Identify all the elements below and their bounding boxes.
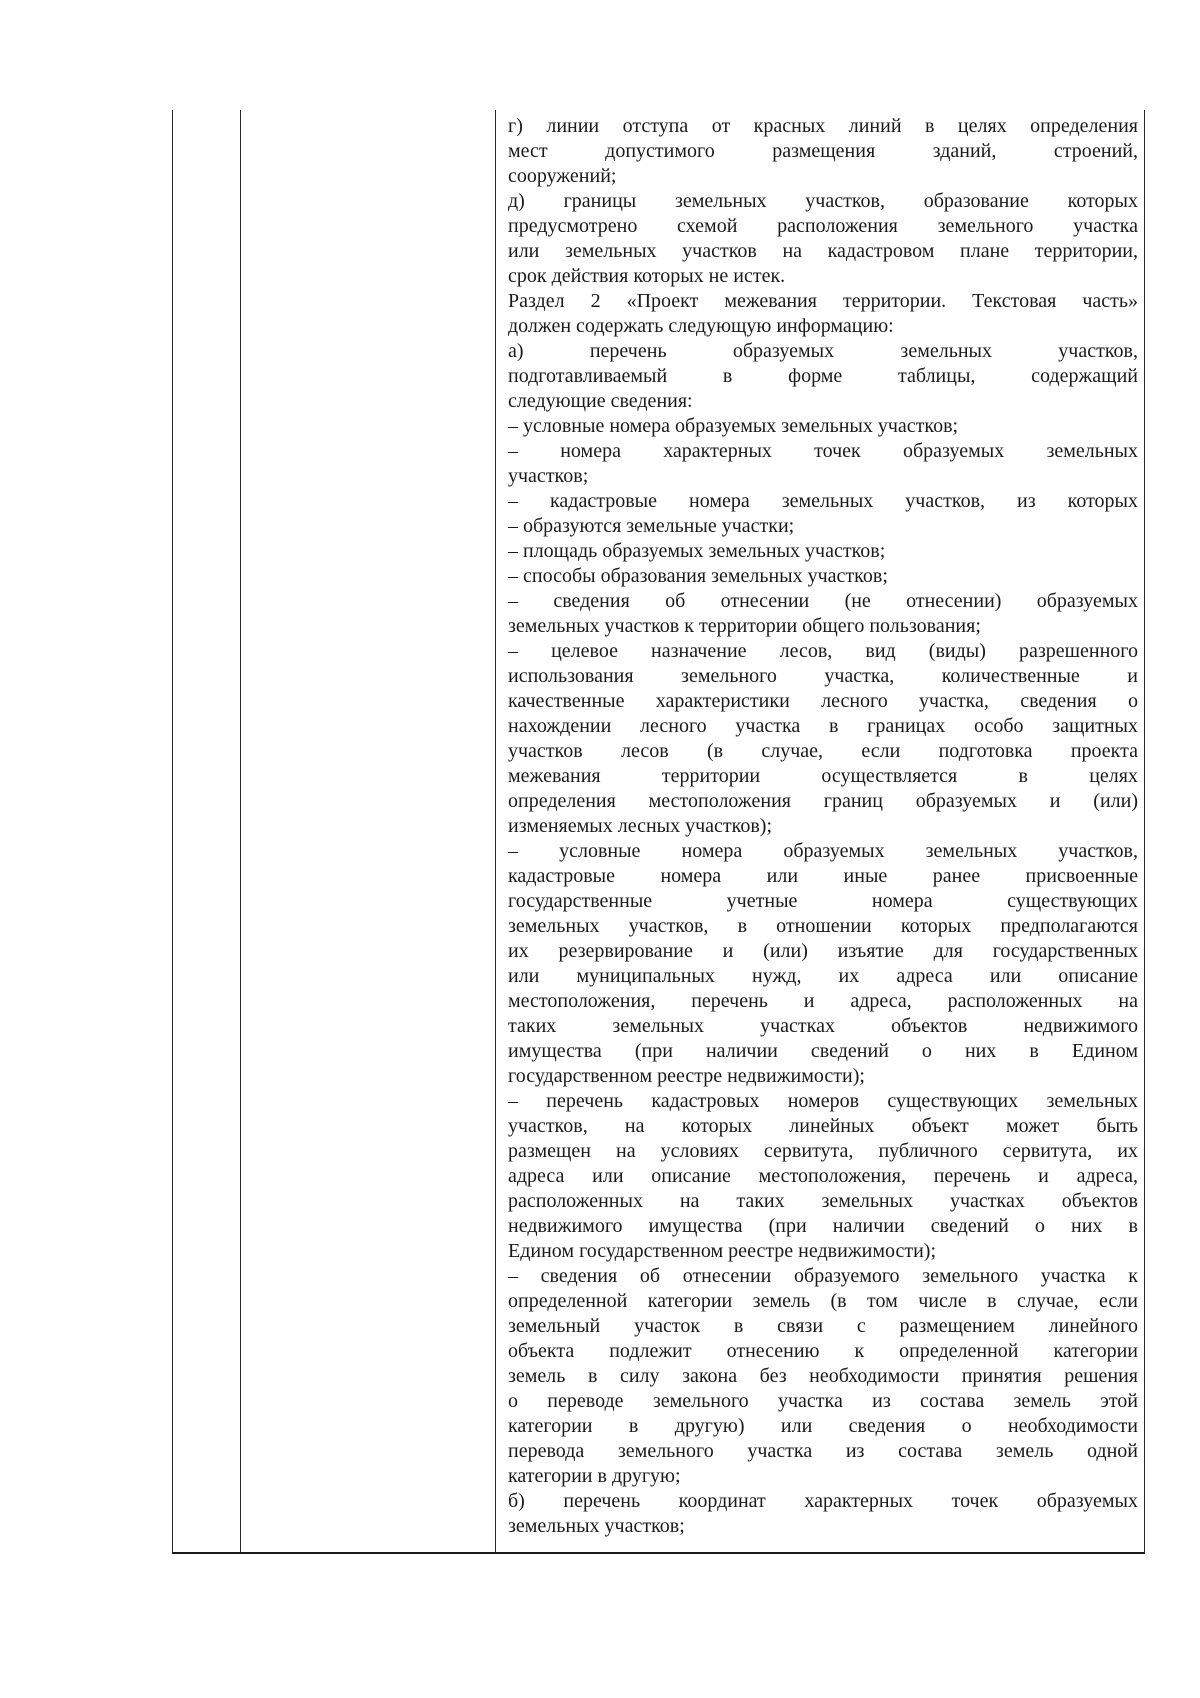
column-divider-1	[240, 110, 241, 1552]
text-line: недвижимого имущества (при наличии сведений о них в	[508, 1215, 1138, 1237]
text-line: б) перечень координат характерных точек образуемых	[508, 1490, 1138, 1512]
text-line: срок действия которых не истек.	[508, 265, 786, 287]
text-line: размещен на условиях сервитута, публичного сервитута, их	[508, 1140, 1138, 1162]
document-table	[172, 110, 1145, 1554]
text-line: – площадь образуемых земельных участков;	[508, 540, 886, 562]
text-line: – условные номера образуемых земельных участков,	[508, 840, 1138, 862]
text-line: – способы образования земельных участков;	[508, 565, 888, 587]
text-line: предусмотрено схемой расположения земельного участка	[508, 215, 1138, 237]
text-line: государственном реестре недвижимости);	[508, 1065, 865, 1087]
text-line: земельных участков, в отношении которых предполагаются	[508, 915, 1138, 937]
text-line: – условные номера образуемых земельных участков;	[508, 415, 959, 437]
text-line: таких земельных участках объектов недвижимого	[508, 1015, 1138, 1037]
text-line: а) перечень образуемых земельных участков,	[508, 340, 1138, 362]
text-line: г) линии отступа от красных линий в целях определения	[508, 115, 1138, 137]
text-line: расположенных на таких земельных участках объектов	[508, 1190, 1138, 1212]
text-line: д) границы земельных участков, образование которых	[508, 190, 1138, 212]
text-line: категории в другую;	[508, 1465, 681, 1487]
text-line: – образуются земельные участки;	[508, 515, 795, 537]
text-line: – целевое назначение лесов, вид (виды) разрешенного	[508, 640, 1138, 662]
text-line: земельных участков;	[508, 1515, 685, 1537]
text-line: должен содержать следующую информацию:	[508, 315, 894, 337]
text-line: качественные характеристики лесного участка, сведения о	[508, 690, 1138, 712]
text-line: нахождении лесного участка в границах особо защитных	[508, 715, 1138, 737]
text-line: земельных участков к территории общего пользования;	[508, 615, 981, 637]
text-line: имущества (при наличии сведений о них в Едином	[508, 1040, 1138, 1062]
text-line: кадастровые номера или иные ранее присвоенные	[508, 865, 1138, 887]
column-divider-2	[495, 110, 496, 1552]
text-line: земель в силу закона без необходимости принятия решения	[508, 1365, 1138, 1387]
text-line: определения местоположения границ образуемых и (или)	[508, 790, 1138, 812]
text-line: участков лесов (в случае, если подготовка проекта	[508, 740, 1138, 762]
text-line: – кадастровые номера земельных участков, из которых	[508, 490, 1138, 512]
text-line: – сведения об отнесении образуемого земельного участка к	[508, 1265, 1138, 1287]
text-line: определенной категории земель (в том числе в случае, если	[508, 1290, 1138, 1312]
text-line: адреса или описание местоположения, перечень и адреса,	[508, 1165, 1138, 1187]
text-line: межевания территории осуществляется в целях	[508, 765, 1138, 787]
text-line: о переводе земельного участка из состава земель этой	[508, 1390, 1138, 1412]
text-line: объекта подлежит отнесению к определенной категории	[508, 1340, 1138, 1362]
text-line: использования земельного участка, количественные и	[508, 665, 1138, 687]
table-cell-text	[508, 114, 1138, 1539]
text-line: или муниципальных нужд, их адреса или описание	[508, 965, 1138, 987]
text-line: мест допустимого размещения зданий, строений,	[508, 140, 1138, 162]
text-line: подготавливаемый в форме таблицы, содержащий	[508, 365, 1138, 387]
text-line: их резервирование и (или) изъятие для государственных	[508, 940, 1138, 962]
text-line: земельный участок в связи с размещением линейного	[508, 1315, 1138, 1337]
text-line: Едином государственном реестре недвижимости);	[508, 1240, 937, 1262]
text-line: изменяемых лесных участков);	[508, 815, 773, 837]
text-line: участков;	[508, 465, 589, 487]
text-line: местоположения, перечень и адреса, расположенных на	[508, 990, 1138, 1012]
text-line: категории в другую) или сведения о необходимости	[508, 1415, 1138, 1437]
text-line: – перечень кадастровых номеров существующих земельных	[508, 1090, 1138, 1112]
text-line: участков, на которых линейных объект может быть	[508, 1115, 1138, 1137]
text-line: – номера характерных точек образуемых земельных	[508, 440, 1138, 462]
text-line: Раздел 2 «Проект межевания территории. Текстовая часть»	[508, 290, 1138, 312]
text-line: следующие сведения:	[508, 390, 693, 412]
text-line: перевода земельного участка из состава земель одной	[508, 1440, 1138, 1462]
text-line: – сведения об отнесении (не отнесении) образуемых	[508, 590, 1138, 612]
text-line: или земельных участков на кадастровом плане территории,	[508, 240, 1138, 262]
text-line: государственные учетные номера существующих	[508, 890, 1138, 912]
text-line: сооружений;	[508, 165, 617, 187]
